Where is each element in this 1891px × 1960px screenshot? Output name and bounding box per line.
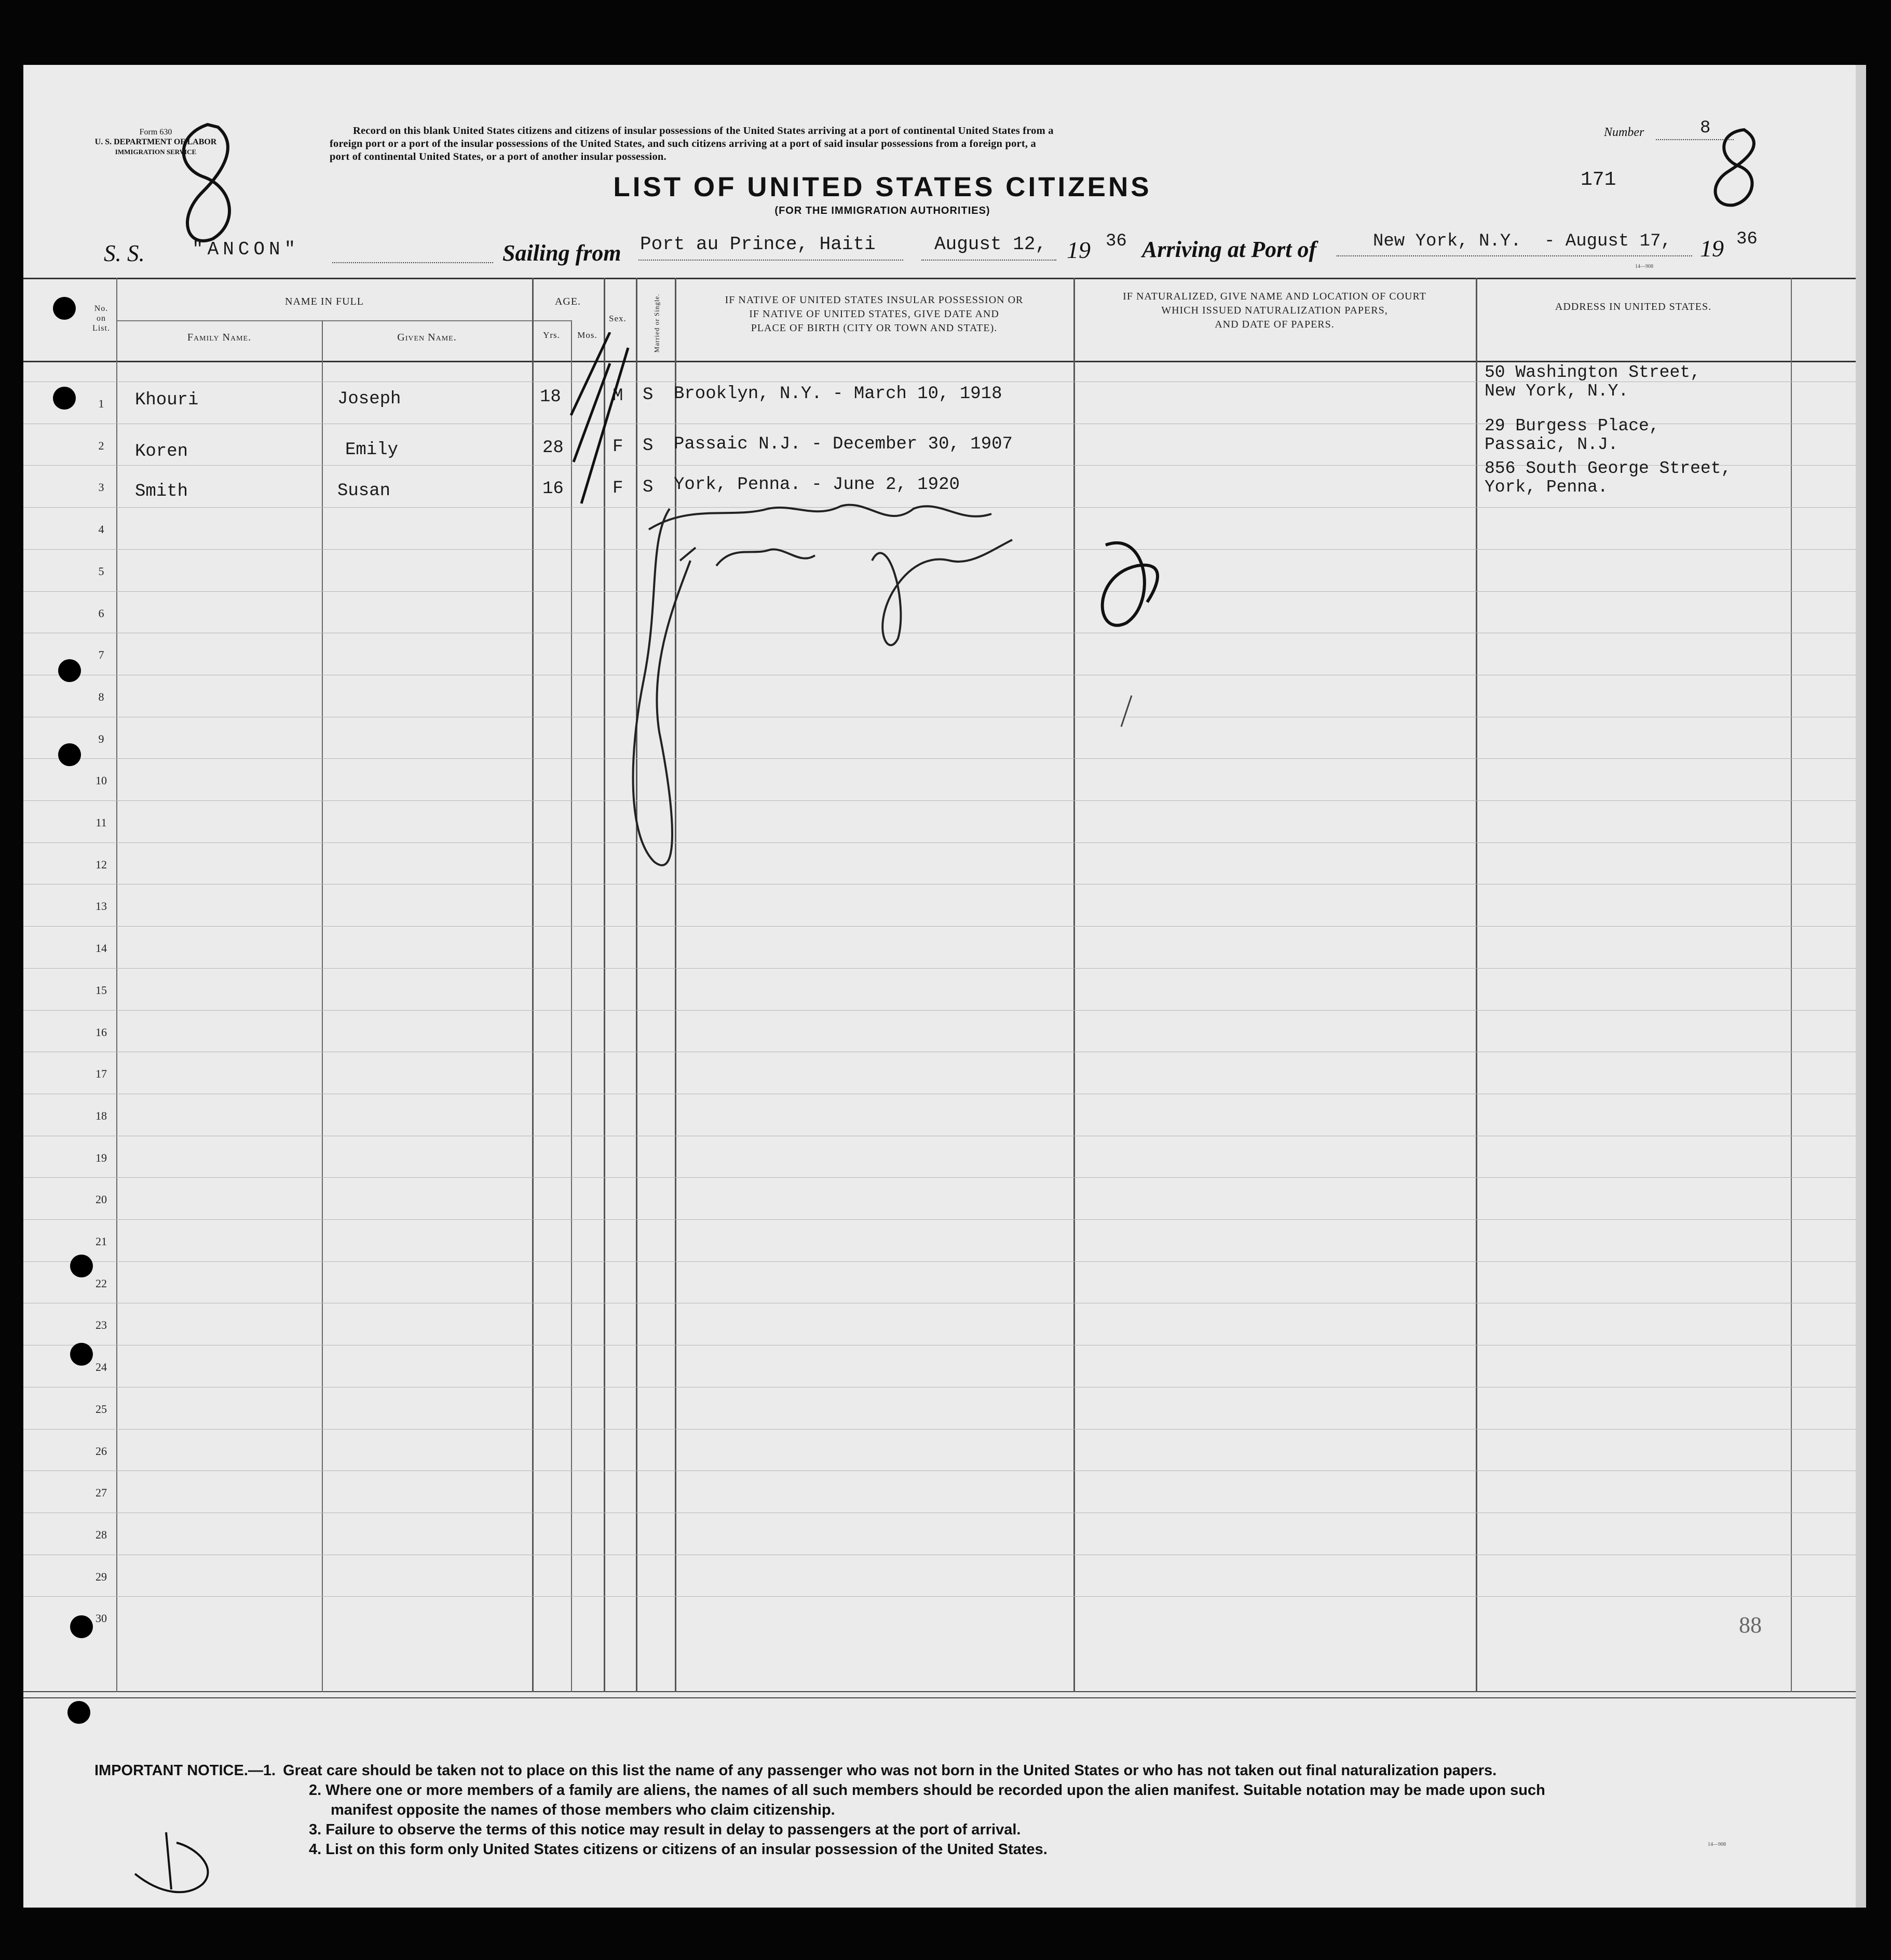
arrival-year-suffix: 36 <box>1736 229 1758 249</box>
punch-hole <box>58 743 81 766</box>
header-given-name: Given Name. <box>397 332 457 343</box>
sailing-from-port: Port au Prince, Haiti <box>640 234 876 255</box>
departure-year-suffix: 36 <box>1106 232 1127 251</box>
punch-hole <box>53 297 76 320</box>
row-number: 24 <box>96 1360 107 1373</box>
header-age: AGE. <box>554 296 581 307</box>
age-yrs-1: 18 <box>540 387 561 407</box>
col-line-birth <box>1073 278 1075 1692</box>
punch-hole <box>58 659 81 682</box>
row-number: 1 <box>98 397 104 410</box>
number-label: Number <box>1604 126 1644 139</box>
header-married-or-single: Married or Single. <box>652 293 661 353</box>
department-name: U. S. DEPARTMENT OF LABOR <box>94 138 217 146</box>
arrival-underline <box>1337 255 1692 256</box>
address-3-line-2: York, Penna. <box>1485 478 1608 497</box>
arrival-port: New York, N.Y. <box>1373 232 1521 251</box>
marital-1: S <box>643 385 654 405</box>
address-2 <box>1485 417 1659 454</box>
sex-3: F <box>613 479 623 498</box>
pencil-tick-marks <box>561 332 633 509</box>
row-number: 26 <box>96 1445 107 1458</box>
row-rule <box>23 1219 1856 1220</box>
header-sex: Sex. <box>609 314 627 323</box>
notice-item-3: 3. Failure to observe the terms of this notice may result in delay to passengers at the port of arrival. <box>309 1821 1021 1838</box>
row-number: 8 <box>98 690 104 703</box>
address-1-line-1: 50 Washington Street, <box>1485 363 1700 382</box>
header-nat-line-3: AND DATE OF PAPERS. <box>1215 319 1335 330</box>
name-subheader-rule <box>117 320 532 321</box>
address-1 <box>1485 363 1700 401</box>
header-birth-line-1: IF NATIVE OF UNITED STATES INSULAR POSSESSION OR <box>725 294 1024 306</box>
given-name-3: Susan <box>337 481 391 501</box>
sailing-from-underline <box>638 260 903 261</box>
row-number: 27 <box>96 1486 107 1499</box>
header-yrs: Yrs. <box>543 330 560 340</box>
row-number: 16 <box>96 1026 107 1039</box>
header-birth-line-3: PLACE OF BIRTH (CITY OR TOWN AND STATE). <box>751 322 998 334</box>
header-nat-line-2: WHICH ISSUED NATURALIZATION PAPERS, <box>1161 305 1388 316</box>
row-number: 20 <box>96 1193 107 1206</box>
row-number: 18 <box>96 1109 107 1122</box>
punch-hole <box>70 1255 93 1277</box>
col-line-sex <box>636 278 637 1692</box>
row-rule <box>23 1596 1856 1597</box>
header-address: ADDRESS IN UNITED STATES. <box>1555 301 1712 312</box>
table-bottom-rule-2 <box>23 1697 1856 1698</box>
birth-2: Passaic N.J. - December 30, 1907 <box>674 434 1013 454</box>
row-number: 19 <box>96 1151 107 1164</box>
header-no: No. <box>94 304 108 313</box>
instructions-line-2: foreign port or a port of the insular possessions of the United States, and such citizens arriving at a port of said insular possessions from a foreign port, a <box>330 138 1036 149</box>
marital-3: S <box>643 478 654 497</box>
arrival-year-prefix: 19 <box>1700 235 1724 262</box>
header-bottom-rule <box>23 361 1856 362</box>
header-mos: Mos. <box>577 330 597 340</box>
row-number: 4 <box>98 523 104 536</box>
given-name-2: Emily <box>345 440 399 460</box>
family-name-3: Smith <box>135 482 188 501</box>
important-notice <box>94 1761 1849 1859</box>
punch-hole <box>67 1701 90 1724</box>
row-number: 29 <box>96 1570 107 1583</box>
instructions-line-1: Record on this blank United States citizens and citizens of insular possessions of the United States arriving at a port of continental United States from a <box>353 125 1054 137</box>
row-number: 30 <box>96 1612 107 1625</box>
row-number: 23 <box>96 1318 107 1331</box>
ss-label: S. S. <box>104 240 145 266</box>
table-bottom-rule <box>23 1691 1856 1692</box>
sex-1: M <box>613 386 623 406</box>
row-rule <box>23 1261 1856 1262</box>
notice-item-2b: manifest opposite the names of those members who claim citizenship. <box>331 1802 835 1818</box>
departure-date-underline <box>921 260 1056 261</box>
row-number: 17 <box>96 1067 107 1080</box>
age-subheader-rule <box>532 320 571 321</box>
arriving-label: Arriving at Port of <box>1142 237 1317 262</box>
handwritten-eight-left <box>156 114 260 249</box>
ship-name: "ANCON" <box>192 239 300 260</box>
header-nat-line-1: IF NATURALIZED, GIVE NAME AND LOCATION OF COURT <box>1123 291 1426 302</box>
col-line-address <box>1791 278 1792 1692</box>
col-line-naturalized <box>1476 278 1477 1692</box>
row-number: 5 <box>98 565 104 578</box>
row-number: 21 <box>96 1235 107 1248</box>
punch-hole <box>70 1615 93 1638</box>
header-birth <box>675 293 1073 335</box>
age-yrs-2: 28 <box>542 438 564 458</box>
row-rule <box>23 968 1856 969</box>
sheet-edge <box>1856 65 1866 1908</box>
marital-2: S <box>643 436 654 456</box>
handwritten-eight-right <box>1687 122 1775 210</box>
header-birth-line-2: IF NATIVE OF UNITED STATES, GIVE DATE AND <box>749 308 999 320</box>
row-number: 2 <box>98 439 104 452</box>
header-on: on <box>97 314 106 323</box>
departure-year-prefix: 19 <box>1067 237 1091 263</box>
row-number: 28 <box>96 1528 107 1541</box>
row-number: 6 <box>98 607 104 620</box>
row-number: 25 <box>96 1403 107 1415</box>
handwritten-d-mark <box>130 1827 223 1900</box>
family-name-1: Khouri <box>135 390 199 410</box>
stamp-number: 171 <box>1581 169 1616 191</box>
ship-name-underline <box>332 262 493 263</box>
address-3 <box>1485 459 1731 497</box>
row-number: 3 <box>98 481 104 494</box>
printer-code-bottom: 14—908 <box>1708 1842 1726 1847</box>
address-3-line-1: 856 South George Street, <box>1485 459 1732 478</box>
row-number: 12 <box>96 858 107 871</box>
col-line-family <box>322 320 323 1692</box>
row-number: 15 <box>96 984 107 997</box>
row-number: 11 <box>96 816 107 829</box>
row-rule <box>23 1177 1856 1178</box>
table-top-rule <box>23 278 1856 279</box>
col-line-yrs <box>571 320 572 1692</box>
row-number: 13 <box>96 900 107 913</box>
header-naturalized <box>1073 290 1476 332</box>
punch-hole <box>53 387 76 410</box>
page-subtitle: (FOR THE IMMIGRATION AUTHORITIES) <box>774 205 990 216</box>
row-number: 22 <box>96 1277 107 1290</box>
notice-row-1 <box>94 1761 1849 1780</box>
sailing-from-label: Sailing from <box>502 240 621 266</box>
instructions <box>330 125 1523 164</box>
printer-code-top: 14—908 <box>1635 264 1653 269</box>
notice-item-4: 4. List on this form only United States citizens or citizens of an insular possession of the United States. <box>309 1841 1047 1858</box>
departure-date: August 12, <box>934 234 1047 255</box>
row-rule <box>23 926 1856 927</box>
address-2-line-2: Passaic, N.J. <box>1485 435 1618 454</box>
family-name-2: Koren <box>135 442 188 461</box>
birth-3: York, Penna. - June 2, 1920 <box>674 475 960 495</box>
age-yrs-3: 16 <box>542 479 564 499</box>
sex-2: F <box>613 437 623 457</box>
form-number: Form 630 <box>139 128 172 137</box>
notice-item-2a: 2. Where one or more members of a family are aliens, the names of all such members should be recorded upon the alien manifest. Suitable notation may be made upon such <box>309 1782 1545 1799</box>
row-rule <box>23 1429 1856 1430</box>
given-name-1: Joseph <box>337 389 401 409</box>
page-title: LIST OF UNITED STATES CITIZENS <box>613 172 1152 202</box>
address-2-line-1: 29 Burgess Place, <box>1485 416 1659 435</box>
col-line-given <box>532 278 534 1692</box>
row-rule <box>23 1010 1856 1011</box>
service-name: IMMIGRATION SERVICE <box>115 148 197 156</box>
page-stamp: 88 <box>1739 1612 1762 1638</box>
header-family-name: Family Name. <box>187 332 252 343</box>
birth-1: Brooklyn, N.Y. - March 10, 1918 <box>674 384 1002 404</box>
header-name-in-full: NAME IN FULL <box>285 296 364 307</box>
row-number: 7 <box>98 648 104 661</box>
row-number: 10 <box>96 774 107 787</box>
header-list: List. <box>92 324 110 333</box>
inspector-signature <box>597 498 1173 903</box>
notice-item-1: Great care should be taken not to place on this list the name of any passenger who was not born in the United States or who has not taken out final naturalization papers. <box>283 1762 1497 1779</box>
instructions-line-3: port of continental United States, or a port of another insular possession. <box>330 151 666 162</box>
row-number: 9 <box>98 732 104 745</box>
notice-heading: IMPORTANT NOTICE.—1. <box>94 1762 276 1779</box>
punch-hole <box>70 1343 93 1366</box>
row-number: 14 <box>96 942 107 955</box>
address-1-line-2: New York, N.Y. <box>1485 382 1629 401</box>
number-value: 8 <box>1700 118 1711 138</box>
header-no-on-list <box>86 304 117 333</box>
arrival-date: - August 17, <box>1544 232 1671 251</box>
